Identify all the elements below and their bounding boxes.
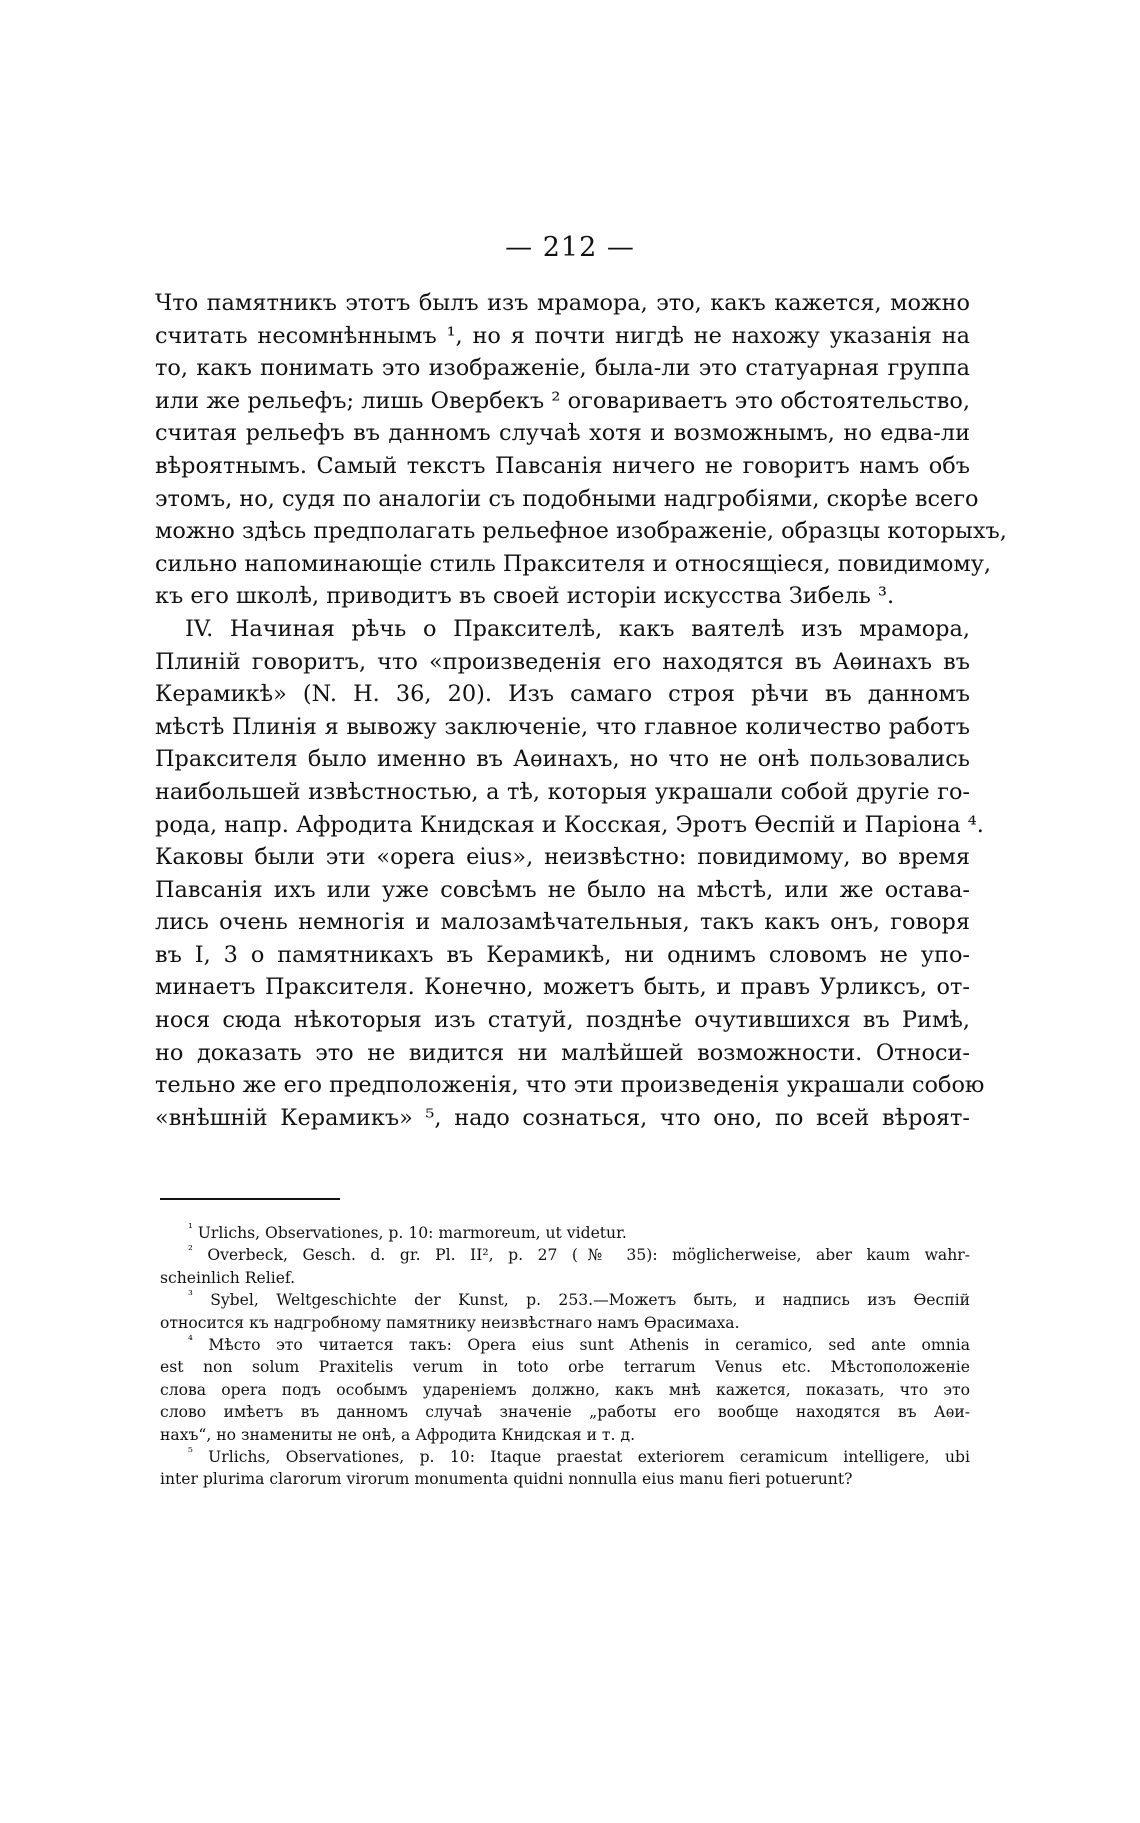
footnote-line: нахъ“, но знамениты не онѣ, а Афродита Книдская и т. д. bbox=[160, 1425, 636, 1444]
text-line: считая рельефъ въ данномъ случаѣ хотя и возможнымъ, но едва-ли bbox=[155, 420, 970, 447]
text-line: минаетъ Праксителя. Конечно, можетъ быть, и правъ Урликсъ, от- bbox=[155, 974, 970, 1001]
text-line: наибольшей извѣстностью, а тѣ, которыя украшали собой другіе го- bbox=[155, 778, 970, 805]
footnote-line: слова opera подъ особымъ удареніемъ должно, какъ мнѣ кажется, показать, что это bbox=[160, 1380, 970, 1399]
footnote-5 bbox=[160, 1446, 970, 1491]
text-line: Что памятникъ этотъ былъ изъ мрамора, это, какъ кажется, можно bbox=[155, 290, 970, 316]
text-line: въ I, 3 о памятникахъ въ Керамикѣ, ни однимъ словомъ не упо- bbox=[155, 941, 970, 968]
footnote-line: $^{^3}$ Sybel, Weltgeschichte der Kunst, p. 253.—Можетъ быть, и надпись изъ Ѳеспій bbox=[188, 1288, 970, 1310]
section-start-line: IV. Начиная рѣчь о Праксителѣ, какъ ваятелѣ изъ мрамора, bbox=[185, 615, 970, 642]
footnote-line: $^{^5}$ Urlichs, Observationes, p. 10: Itaque praestat exteriorem ceramicum intelligere, ubi bbox=[188, 1444, 970, 1467]
footnote-4 bbox=[160, 1334, 970, 1446]
text-line: Керамикѣ» (N. H. 36, 20). Изъ самаго строя рѣчи въ данномъ bbox=[155, 681, 970, 708]
footnote-marker: ² bbox=[188, 1243, 193, 1258]
footnote-line: inter plurima clarorum virorum monumenta quidni nonnulla eius manu fieri potuerunt? bbox=[160, 1470, 853, 1489]
text-line: мѣстѣ Плинія я вывожу заключеніе, что главное количество работъ bbox=[155, 713, 970, 740]
main-text bbox=[155, 287, 1007, 1134]
text-line: считать несомнѣннымъ ¹, но я почти нигдѣ не нахожу указанія на bbox=[155, 322, 970, 349]
page-number: — 212 — bbox=[505, 232, 635, 263]
text-line: то, какъ понимать это изображеніе, была-ли это статуарная группа bbox=[155, 355, 970, 382]
text-line: нося сюда нѣкоторыя изъ статуй, позднѣе очутившихся въ Римѣ, bbox=[155, 1007, 970, 1034]
text-line: Каковы были эти «opera eius», неизвѣстно: повидимому, во время bbox=[155, 844, 970, 871]
text-line: Праксителя было именно въ Аѳинахъ, но что не онѣ пользовались bbox=[155, 746, 970, 773]
text-line: къ его школѣ, приводитъ въ своей исторіи искусства Зибель ³. bbox=[155, 583, 895, 610]
text-line: но доказать это не видится ни малѣйшей возможности. Относи- bbox=[155, 1039, 970, 1066]
text-line: тельно же его предположенія, что эти произведенія украшали собою bbox=[155, 1072, 985, 1099]
text-line: или же рельефъ; лишь Овербекъ ² оговариваетъ это обстоятельство, bbox=[155, 387, 970, 414]
text-line: лись очень немногія и малозамѣчательныя, такъ какъ онъ, говоря bbox=[155, 909, 970, 936]
text-line: вѣроятнымъ. Самый текстъ Павсанія ничего не говоритъ намъ объ bbox=[155, 452, 970, 479]
text-line: Павсанія ихъ или уже совсѣмъ не было на мѣстѣ, или же остава- bbox=[155, 876, 970, 903]
footnote-marker: ³ bbox=[188, 1288, 193, 1303]
footnotes bbox=[160, 1222, 970, 1491]
footnote-marker: ⁵ bbox=[188, 1444, 193, 1459]
footnote-3 bbox=[160, 1289, 970, 1334]
footnote-1 bbox=[160, 1222, 970, 1244]
text-line: Плиній говоритъ, что «произведенія его находятся въ Аѳинахъ въ bbox=[155, 648, 970, 675]
footnote-line: $^{^2}$ Overbeck, Gesch. d. gr. Pl. II², p. 27 (№ 35): möglicherweise, aber kaum wahr- bbox=[188, 1243, 970, 1265]
footnote-line: est non solum Praxitelis verum in toto orbe terrarum Venus etc. Мѣстоположеніе bbox=[160, 1358, 970, 1377]
footnote-line: $^{^4}$ Мѣсто это читается такъ: Opera eius sunt Athenis in ceramico, sed ante omnia bbox=[188, 1332, 970, 1355]
footnote-line: относится къ надгробному памятнику неизвѣстнаго намъ Ѳрасимаха. bbox=[160, 1313, 740, 1332]
footnote-2 bbox=[160, 1244, 970, 1289]
text-line: рода, напр. Афродита Книдская и Косская, Эротъ Ѳеспій и Паріона ⁴. bbox=[155, 811, 984, 838]
text-line: сильно напоминающіе стиль Праксителя и относящіеся, повидимому, bbox=[155, 550, 992, 577]
text-line: «внѣшній Керамикъ» ⁵, надо сознаться, что оно, по всей вѣроят- bbox=[155, 1104, 970, 1131]
footnote-line: scheinlich Relief. bbox=[160, 1268, 296, 1287]
footnote-marker: ¹ bbox=[188, 1220, 193, 1235]
footnote-separator bbox=[160, 1198, 340, 1200]
footnote-line: $^{^1}$ Urlichs, Observationes, p. 10: marmoreum, ut videtur. bbox=[188, 1220, 627, 1242]
text-line: этомъ, но, судя по аналогіи съ подобными надгробіями, скорѣе всего bbox=[155, 485, 979, 512]
text-line: можно здѣсь предполагать рельефное изображеніе, образцы которыхъ, bbox=[155, 518, 1007, 545]
footnote-line: слово имѣетъ въ данномъ случаѣ значеніе „работы его вообще находятся въ Аѳи- bbox=[160, 1403, 970, 1422]
footnote-marker: ⁴ bbox=[188, 1332, 193, 1347]
